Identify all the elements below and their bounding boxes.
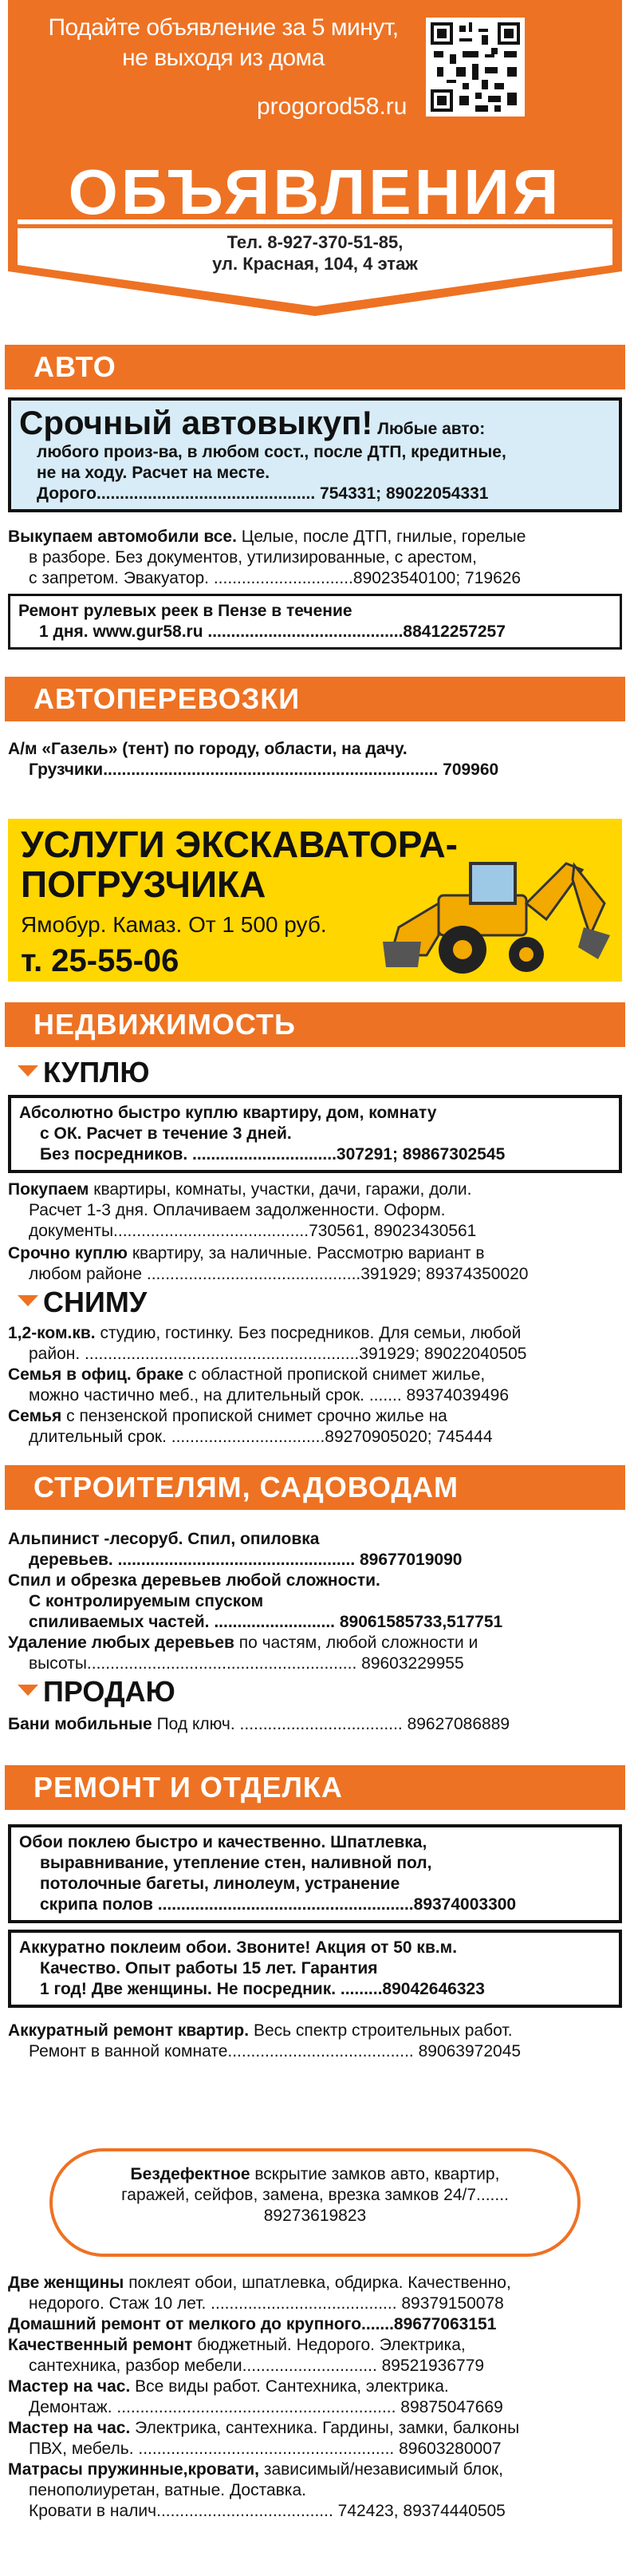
- ad-handyman-2: Мастер на час. Электрика, сантехника. Гардины, замки, балконы ПВХ, мебель. ....................................................... 89603280007: [8, 2419, 520, 2458]
- ad-wallpaper-fast: Обои поклею быстро и качественно. Шпатлевка, выравнивание, утепление стен, наливной пол, потолочные багеты, линолеум, устранение скрипа полов .......................................................89374003300: [8, 1824, 622, 1923]
- subsection-rent: СНИМУ: [18, 1285, 147, 1320]
- excavator-phone: т. 25-55-06: [21, 943, 179, 978]
- ad-home-repair: Домашний ремонт от мелкого до крупного.......89677063151: [8, 2315, 497, 2333]
- ad-wallpaper-neat: Аккуратно поклеим обои. Звоните! Акция от 50 кв.м. Качество. Опыт работы 15 лет. Гарантия 1 год! Две женщины. Не посредник. .........89042646323: [8, 1930, 622, 2008]
- section-transport: АВТОПЕРЕВОЗКИ: [5, 677, 625, 721]
- header-banner: [0, 0, 630, 319]
- section-auto: АВТО: [5, 345, 625, 389]
- ad-rent-2: Семья в офиц. браке с областной пропиской снимет жилье, можно частично меб., на длительный срок. ....... 89374039496: [8, 1365, 509, 1405]
- section-repair: РЕМОНТ И ОТДЕЛКА: [5, 1765, 625, 1810]
- excavator-title-2: ПОГРУЗЧИКА: [21, 863, 266, 905]
- ad-neat-repair: Аккуратный ремонт квартир. Весь спектр строительных работ. Ремонт в ванной комнате........................................ 89063972045: [8, 2021, 522, 2060]
- ad-rent-3: Семья с пензенской пропиской снимет срочно жилье на длительный срок. .................................89270905020; 745444: [8, 1407, 493, 1446]
- ad-urgent-buyout: Срочный автовыкуп! Любые авто: любого произ-ва, в любом сост., после ДТП, кредитные, не на ходу. Расчет на месте. Дорого............................................... 754331; 89022054331: [8, 397, 622, 512]
- ad-excavator-banner: [8, 819, 622, 982]
- ad-tree-removal: Удаление любых деревьев по частям, любой сложности и высоты.......................................................... 89603229955: [8, 1634, 478, 1673]
- ad-quality-repair: Качественный ремонт бюджетный. Недорого. Электрика, сантехника, разбор мебели............................. 89521936779: [8, 2336, 485, 2375]
- ad-urgent-buy-flat: Срочно куплю квартиру, за наличные. Рассмотрю вариант в любом районе ..............................................391929; 89374350020: [8, 1244, 529, 1283]
- ad-mattresses: Матрасы пружинные,кровати, зависимый/независимый блок, пенополиуретан, ватные. Доставка. Кровати в налич...................................... 742423, 89374440505: [8, 2460, 506, 2520]
- header-website[interactable]: progorod58.ru: [257, 93, 408, 120]
- excavator-loader-icon: [383, 847, 614, 980]
- header-address: ул. Красная, 104, 4 этаж: [212, 254, 418, 274]
- ad-gazel: А/м «Газель» (тент) по городу, области, на дачу. Грузчики........................................................................ 709960: [8, 740, 499, 779]
- ad-two-women: Две женщины поклеят обои, шпатлевка, обдирка. Качественно, недорого. Стаж 10 лет. ........................................ 89379150078: [8, 2274, 511, 2313]
- ad-urgent-headline: Срочный автовыкуп!: [19, 404, 373, 441]
- header-title: ОБЪЯВЛЕНИЯ: [68, 156, 562, 227]
- ad-car-buyout: Выкупаем автомобили все. Целые, после ДТП, гнилые, горелые в разборе. Без документов, утилизированные, с арестом, с запретом. Эвакуатор. ..............................89023540100; 719626: [8, 527, 526, 587]
- ad-mobile-banya: Бани мобильные Под ключ. ................................... 89627086889: [8, 1715, 510, 1733]
- ad-tree-cutting: Спил и обрезка деревьев любой сложности. С контролируемым спуском спиливаемых частей. .......................... 89061585733,517751: [8, 1571, 503, 1631]
- header-tagline-1: Подайте объявление за 5 минут,: [48, 14, 399, 41]
- header-phone: Тел. 8-927-370-51-85,: [226, 232, 404, 252]
- ad-climber-logger: Альпинист -лесоруб. Спил, опиловка деревьев. ................................................... 89677019090: [8, 1530, 463, 1569]
- ad-rent-1: 1,2-ком.кв. студию, гостинку. Без посредников. Для семьи, любой район. ...........................................................391929; 89022040505: [8, 1324, 527, 1363]
- subsection-sell: ПРОДАЮ: [18, 1674, 175, 1709]
- ad-fast-buy: Абсолютно быстро куплю квартиру, дом, комнату с ОК. Расчет в течение 3 дней. Без посредников. ...............................307291; 89867302545: [8, 1095, 622, 1173]
- arrow-down-icon: [18, 1295, 38, 1306]
- qr-code-icon: [426, 18, 525, 117]
- section-realty: НЕДВИЖИМОСТЬ: [5, 1002, 625, 1047]
- ad-steering-repair: Ремонт рулевых реек в Пензе в течение 1 дня. www.gur58.ru ..........................................88412257257: [8, 594, 622, 650]
- ad-buy-property: Покупаем квартиры, комнаты, участки, дачи, гаражи, доли. Расчет 1-3 дня. Оплачиваем задолженности. Оформ. документы..........................................730561, 89023430561: [8, 1180, 477, 1240]
- ad-handyman-1: Мастер на час. Все виды работ. Сантехника, электрика. Демонтаж. ............................................................ 89875047669: [8, 2377, 503, 2416]
- arrow-down-icon: [18, 1685, 38, 1696]
- arrow-down-icon: [18, 1065, 38, 1077]
- excavator-title-1: УСЛУГИ ЭКСКАВАТОРА-: [21, 824, 458, 865]
- section-builders: СТРОИТЕЛЯМ, САДОВОДАМ: [5, 1465, 625, 1510]
- excavator-subtitle: Ямобур. Камаз. От 1 500 руб.: [21, 912, 327, 937]
- ad-lock-opening: Бездефектное вскрытие замков авто, квартир, гаражей, сейфов, замена, врезка замков 24/7....... 89273619823: [49, 2148, 581, 2257]
- subsection-buy: КУПЛЮ: [18, 1055, 150, 1090]
- header-tagline-2: не выходя из дома: [122, 45, 325, 71]
